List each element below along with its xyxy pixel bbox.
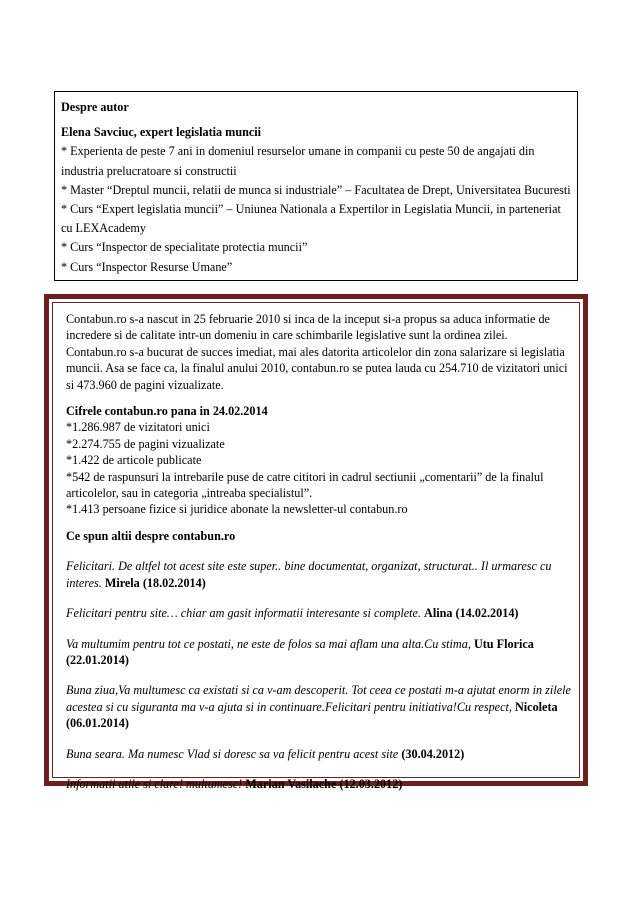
author-line: * Curs “Inspector de specialitate protectia muncii” bbox=[61, 240, 308, 255]
testimonial-author: Nicoleta (06.01.2014) bbox=[66, 699, 558, 731]
testimonial-author: Mirela (18.02.2014) bbox=[104, 575, 206, 590]
stat-item: *2.274.755 de pagini vizualizate bbox=[66, 436, 225, 451]
stats-title: Cifrele contabun.ro pana in 24.02.2014 bbox=[66, 404, 268, 419]
author-name: Elena Savciuc, expert legislatia muncii bbox=[61, 125, 262, 140]
stat-item: *1.413 persoane fizice si juridice abonate la newsletter-ul contabun.ro bbox=[66, 502, 408, 517]
testimonial-author: Utu Florica (22.01.2014) bbox=[66, 636, 534, 667]
author-line: * Curs “Expert legislatia muncii” – Uniunea Nationala a Expertilor in Legislatia Muncii, in parteneriat cu LEXAcademy bbox=[61, 202, 561, 236]
testimonial bbox=[66, 605, 571, 621]
testimonial-text: Informatii utile si clare! multumesc! bbox=[66, 776, 243, 791]
testimonial bbox=[66, 746, 571, 762]
testimonial-author: (30.04.2012) bbox=[401, 746, 465, 761]
testimonial-text: Buna seara. Ma numesc Vlad si doresc sa va felicit pentru acest site bbox=[66, 746, 399, 761]
testimonial bbox=[66, 776, 571, 792]
testimonial-text: Va multumim pentru tot ce postati, ne este de folos sa mai aflam una alta.Cu stima, bbox=[66, 636, 471, 651]
testimonial bbox=[66, 558, 571, 591]
about-intro: Contabun.ro s-a nascut in 25 februarie 2010 si inca de la inceput si-a propus sa aduca informatie de incredere si de calitate intr-un domeniu in care schimbarile legislative sunt la ordinea zilei. Contabun.ro s-a bucurat de succes imediat, mai ales datorita articolelor din zona salarizare si legislatia muncii. Asa se face ca, la finalul anului 2010, contabun.ro se putea lauda cu 254.710 de vizitatori unici si 473.960 de pagini vizualizate. bbox=[66, 312, 568, 392]
testimonial-author: Alina (14.02.2014) bbox=[424, 606, 519, 621]
stat-item: *1.286.987 de vizitatori unici bbox=[66, 420, 210, 435]
testimonial-author: Marian Vasilache (12.03.2012) bbox=[245, 776, 403, 791]
author-line: * Master “Dreptul muncii, relatii de munca si industriale” – Facultatea de Drept, Universitatea Bucuresti bbox=[61, 182, 571, 197]
author-heading: Despre autor bbox=[61, 100, 129, 114]
testimonial bbox=[66, 682, 571, 731]
testimonial bbox=[66, 636, 571, 669]
stat-item: *1.422 de articole publicate bbox=[66, 453, 202, 468]
author-box bbox=[54, 91, 578, 281]
about-frame bbox=[44, 294, 588, 791]
author-line: * Curs “Inspector Resurse Umane” bbox=[61, 259, 233, 274]
author-line: * Experienta de peste 7 ani in domeniul resurselor umane in companii cu peste 50 de angajati din industria prelucratoare si constructii bbox=[61, 144, 535, 178]
testimonial-text: Felicitari pentru site… chiar am gasit informatii interesante si complete. bbox=[66, 606, 421, 621]
stat-item: *542 de raspunsuri la intrebarile puse de catre cititori in cadrul sectiunii „comentarii” de la finalul articolelor, sau in categoria „intreaba specialistul”. bbox=[66, 469, 544, 501]
testimonial-text: Felicitari. De altfel tot acest site este super.. bine documentat, organizat, structurat.. Il urmaresc cu interes. bbox=[66, 559, 552, 590]
testimonial-text: Buna ziua,Va multumesc ca existati si ca v-am descoperit. Tot ceea ce postati m-a ajutat enorm in zilele acestea si cu siguranta ma v-a ajuta si in continuare.Felicitari pentru initiativa!Cu respect, bbox=[66, 683, 571, 714]
testimonials-title: Ce spun altii despre contabun.ro bbox=[66, 528, 236, 543]
about-content bbox=[52, 302, 580, 791]
